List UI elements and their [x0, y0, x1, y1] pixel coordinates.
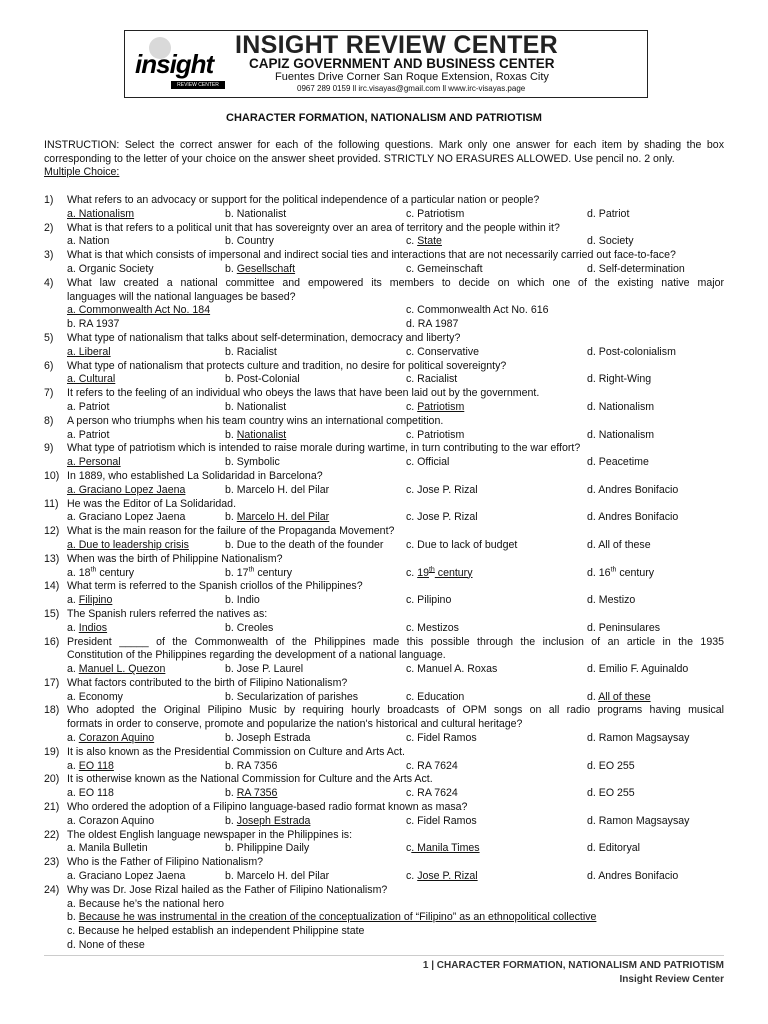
- option-prefix: c.: [406, 400, 418, 413]
- answer-option-b: b. Jose P. Laurel: [225, 663, 304, 676]
- option-prefix: b. 17: [225, 566, 249, 579]
- answer-option-c: c. Jose P. Rizal: [406, 483, 478, 496]
- document-title: CHARACTER FORMATION, NATIONALISM AND PATRIOTISM: [226, 112, 542, 124]
- answer-row: [44, 484, 724, 498]
- answer-row: [44, 208, 724, 222]
- question-number: 12): [44, 525, 60, 538]
- answer-option-d: d. Mestizo: [587, 594, 636, 607]
- option-suffix: century: [96, 566, 135, 579]
- question-stem-line: [44, 773, 724, 787]
- answer-option-b: b. Joseph Estrada: [225, 732, 311, 745]
- answer-row: [44, 539, 724, 553]
- option-prefix: d.: [587, 690, 599, 703]
- answer-row: [44, 622, 724, 636]
- answer-option-a: [67, 760, 114, 774]
- answer-option-b: [225, 511, 329, 525]
- answer-option-b: [225, 787, 277, 801]
- question-number: 13): [44, 552, 60, 565]
- answer-option-d: d. Editoryal: [587, 842, 640, 855]
- question-number: 23): [44, 856, 60, 869]
- answer-option-a: a. Because he’s the national hero: [67, 897, 225, 910]
- question-number: 15): [44, 607, 60, 620]
- question-item: [44, 636, 724, 677]
- answer-option-a: a. Graciano Lopez Jaena: [67, 870, 186, 883]
- option-prefix: b.: [67, 911, 79, 924]
- letterhead: [124, 30, 648, 98]
- question-stem-continued: formats in order to conserve, promote and popularize the nation's historical and cultural heritage?: [67, 718, 523, 731]
- option-prefix: a.: [67, 759, 79, 772]
- answer-row: [44, 732, 724, 746]
- question-stem: He was the Editor of La Solidaridad.: [67, 497, 237, 510]
- question-item: [44, 360, 724, 388]
- question-item: [44, 801, 724, 829]
- ordinal-suffix: th: [248, 565, 255, 573]
- answer-option-c: c. Official: [406, 456, 450, 469]
- answer-option-d: d. Peninsulares: [587, 621, 661, 634]
- question-stem-line: [44, 801, 724, 815]
- question-number: 16): [44, 635, 60, 648]
- option-prefix: b.: [225, 787, 237, 800]
- question-item: [44, 677, 724, 705]
- logo-wordmark: insight: [135, 49, 214, 79]
- question-stem: What is that refers to a political unit that has sovereignty over an area of territory and the people within it?: [67, 221, 560, 234]
- question-item: [44, 856, 724, 884]
- answer-option-b: b. Indio: [225, 594, 260, 607]
- answer-row: [44, 842, 724, 856]
- ordinal-suffix: th: [428, 565, 435, 573]
- answer-row: [44, 815, 724, 829]
- correct-answer: Because he was instrumental in the creation of the conceptualization of “Filipino” as an ethnopolitical collective: [78, 911, 597, 924]
- answer-option-b: b. Nationalist: [225, 207, 287, 220]
- question-stem-line: [44, 580, 724, 594]
- question-number: 10): [44, 469, 60, 482]
- question-item: [44, 442, 724, 470]
- correct-answer: Manuel L. Quezon: [78, 663, 166, 676]
- option-prefix: d. 16: [587, 566, 611, 579]
- answer-row: [44, 760, 724, 774]
- answer-option-d: d. Society: [587, 235, 634, 248]
- question-stem: It refers to the feeling of an individual who obeys the laws that have been laid out by the government.: [67, 387, 540, 400]
- answer-option-b: [225, 263, 295, 277]
- ordinal-suffix: th: [90, 565, 97, 573]
- ordinal-suffix: th: [610, 565, 617, 573]
- question-stem: President _____ of the Commonwealth of the Philippines made this possible through the inclusion of an article in the 1935: [67, 635, 724, 648]
- answer-option-b: [225, 815, 310, 829]
- question-item: [44, 704, 724, 745]
- answer-row: [44, 567, 724, 581]
- option-prefix: b.: [225, 814, 237, 827]
- answer-option-b: b. Philippine Daily: [225, 842, 310, 855]
- question-stem: What is the main reason for the failure of the Propaganda Movement?: [67, 525, 395, 538]
- question-item: [44, 222, 724, 250]
- answer-row: [44, 373, 724, 387]
- answer-option-a: [67, 594, 112, 608]
- answer-option-b: b. Nationalist: [225, 400, 287, 413]
- answer-option-d: d. RA 1987: [406, 318, 459, 331]
- answer-option-d: d. Post-colonialism: [587, 345, 676, 358]
- option-prefix: a.: [67, 594, 79, 607]
- answer-option-a: a. Commonwealth Act No. 184: [67, 304, 211, 317]
- answer-row: [44, 787, 724, 801]
- answer-option-a: a. Economy: [67, 690, 123, 703]
- question-number: 6): [44, 359, 54, 372]
- answer-option-c: c. Patriotism: [406, 428, 465, 441]
- answer-row: [44, 870, 724, 884]
- answer-option-b: b. Marcelo H. del Pilar: [225, 483, 330, 496]
- answer-option-d: d. Andres Bonifacio: [587, 511, 679, 524]
- correct-answer: Jose P. Rizal: [417, 870, 478, 883]
- answer-option-c: [406, 235, 442, 249]
- correct-answer: Corazon Aquino: [78, 732, 155, 745]
- question-item: [44, 194, 724, 222]
- answer-option-a: a. Personal: [67, 456, 121, 469]
- correct-answer: All of these: [598, 690, 651, 703]
- answer-row: [44, 911, 724, 925]
- question-item: [44, 884, 724, 953]
- answer-option-d: d. Andres Bonifacio: [587, 870, 679, 883]
- question-stem-line: [44, 194, 724, 208]
- question-stem-line: [44, 415, 724, 429]
- answer-row: [44, 429, 724, 443]
- answer-option-a: a. Nationalism: [67, 207, 135, 220]
- footer-divider: [44, 955, 724, 956]
- answer-row: [44, 663, 724, 677]
- question-stem-line: [44, 222, 724, 236]
- answer-option-d: d. Ramon Magsaysay: [587, 732, 690, 745]
- answer-option-d: [587, 567, 654, 581]
- answer-option-a: [67, 622, 107, 636]
- answer-option-d: d. Ramon Magsaysay: [587, 814, 690, 827]
- answer-option-b: b. RA 7356: [225, 759, 278, 772]
- answer-row: [44, 401, 724, 415]
- question-number: 5): [44, 331, 54, 344]
- answer-option-c: c. RA 7624: [406, 759, 458, 772]
- answer-option-c: c. Fidel Ramos: [406, 732, 477, 745]
- answer-option-d: d. EO 255: [587, 787, 635, 800]
- question-stem: What term is referred to the Spanish criollos of the Philippines?: [67, 580, 363, 593]
- answer-option-d: [587, 691, 651, 705]
- question-item: [44, 498, 724, 526]
- question-item: [44, 608, 724, 636]
- correct-answer: RA 7356: [236, 787, 278, 800]
- answer-option-d: d. Peacetime: [587, 456, 649, 469]
- answer-option-b: b. Post-Colonial: [225, 373, 300, 386]
- question-item: [44, 525, 724, 553]
- question-list: [44, 194, 724, 953]
- question-stem-line: [44, 884, 724, 898]
- answer-option-a: a. Organic Society: [67, 262, 154, 275]
- footer-page-title: 1 | CHARACTER FORMATION, NATIONALISM AND PATRIOTISM: [422, 960, 724, 971]
- answer-option-b: b. Symbolic: [225, 456, 280, 469]
- center-address: Fuentes Drive Corner San Roque Extension, Roxas City: [275, 71, 549, 83]
- question-number: 1): [44, 194, 54, 206]
- answer-option-d: d. Andres Bonifacio: [587, 483, 679, 496]
- center-subtitle: CAPIZ GOVERNMENT AND BUSINESS CENTER: [249, 56, 555, 71]
- answer-option-c: c. Jose P. Rizal: [406, 511, 478, 524]
- answer-option-b: [225, 567, 292, 581]
- question-stem-line: [44, 746, 724, 760]
- option-prefix: b.: [225, 428, 237, 441]
- correct-answer: century: [434, 566, 473, 579]
- question-item: [44, 277, 724, 332]
- question-stem-line: [44, 332, 724, 346]
- question-item: [44, 470, 724, 498]
- answer-option-d: d. Nationalism: [587, 428, 655, 441]
- answer-option-a: a. Corazon Aquino: [67, 814, 155, 827]
- question-stem: What is that which consists of impersonal and indirect social ties and interactions that are not necessarily carried out face-to-face?: [67, 249, 676, 262]
- question-stem: What type of patriotism which is intended to raise morale during wartime, in turn contributing to the war effort?: [67, 442, 581, 455]
- question-stem: What factors contributed to the birth of Filipino Nationalism?: [67, 676, 348, 689]
- question-stem: In 1889, who established La Solidaridad in Barcelona?: [67, 469, 323, 482]
- question-stem: What type of nationalism that protects culture and tradition, no desire for political sovereignty?: [67, 359, 507, 372]
- answer-option-a: a. Due to leadership crisis: [67, 538, 189, 551]
- option-suffix: century: [616, 566, 655, 579]
- question-number: 17): [44, 676, 60, 689]
- question-item: [44, 829, 724, 857]
- correct-answer: Joseph Estrada: [236, 814, 311, 827]
- answer-row: [44, 925, 724, 939]
- correct-answer: Indios: [78, 621, 108, 634]
- answer-option-c: c. Commonwealth Act No. 616: [406, 304, 549, 317]
- answer-row: [44, 939, 724, 953]
- answer-option-a: [67, 663, 165, 677]
- answer-option-b: b. Creoles: [225, 621, 274, 634]
- correct-answer: Filipino: [78, 594, 113, 607]
- correct-answer: EO 118: [78, 759, 114, 772]
- question-stem: Who ordered the adoption of a Filipino language-based radio format known as masa?: [67, 801, 468, 814]
- question-stem-line: [44, 442, 724, 456]
- answer-row: [44, 691, 724, 705]
- answer-row: [44, 898, 724, 912]
- answer-option-d: d. Self-determination: [587, 262, 685, 275]
- option-prefix: a.: [67, 663, 79, 676]
- question-stem-line: [44, 553, 724, 567]
- answer-option-c: c. Gemeinschaft: [406, 262, 483, 275]
- question-stem: It is otherwise known as the National Commission for Culture and the Arts Act.: [67, 773, 433, 786]
- question-stem: A person who triumphs when his team country wins an international competition.: [67, 414, 444, 427]
- answer-option-a: a. Patriot: [67, 400, 110, 413]
- question-stem: What law created a national committee and empowered its members to decide on which one of the existing native major: [67, 276, 724, 289]
- question-item: [44, 415, 724, 443]
- question-stem: What refers to an advocacy or support for the political independence of a particular nation or people?: [67, 194, 540, 206]
- question-number: 22): [44, 828, 60, 841]
- question-stem-continued: Constitution of the Philippines regarding the development of a national language.: [67, 649, 446, 662]
- question-item: [44, 746, 724, 774]
- answer-row: [44, 456, 724, 470]
- correct-answer: State: [417, 235, 442, 248]
- option-prefix: a.: [67, 732, 79, 745]
- correct-answer: Patriotism: [417, 400, 465, 413]
- answer-option-b: [67, 911, 596, 925]
- question-number: 7): [44, 387, 54, 400]
- question-number: 3): [44, 249, 54, 262]
- answer-option-c: [406, 567, 473, 581]
- answer-option-b: b. Country: [225, 235, 274, 248]
- question-item: [44, 332, 724, 360]
- correct-answer: Gesellschaft: [236, 262, 296, 275]
- answer-option-c: c. Racialist: [406, 373, 458, 386]
- question-stem-continued: languages will the national languages be based?: [67, 290, 296, 303]
- answer-option-a: a. Nation: [67, 235, 110, 248]
- question-stem-line: [44, 704, 724, 718]
- correct-answer: . Manila Times: [411, 842, 480, 855]
- question-item: [44, 580, 724, 608]
- answer-option-b: b. RA 1937: [67, 318, 120, 331]
- question-number: 8): [44, 414, 54, 427]
- question-stem: Who is the Father of Filipino Nationalism?: [67, 856, 264, 869]
- answer-option-c: c. Pilipino: [406, 594, 452, 607]
- question-stem-line: [44, 277, 724, 291]
- answer-option-c: c. Manuel A. Roxas: [406, 663, 498, 676]
- answer-option-a: a. Liberal: [67, 345, 111, 358]
- question-item: [44, 249, 724, 277]
- answer-option-d: d. All of these: [587, 538, 651, 551]
- answer-row: [44, 318, 724, 332]
- question-number: 24): [44, 883, 60, 896]
- question-number: 21): [44, 801, 60, 814]
- question-item: [44, 387, 724, 415]
- answer-row: [44, 594, 724, 608]
- question-item: [44, 553, 724, 581]
- question-stem-line: [44, 856, 724, 870]
- answer-option-b: b. Marcelo H. del Pilar: [225, 870, 330, 883]
- question-stem: The oldest English language newspaper in the Philippines is:: [67, 828, 353, 841]
- answer-option-a: [67, 732, 154, 746]
- option-prefix: c.: [406, 870, 418, 883]
- answer-option-c: [406, 401, 464, 415]
- question-stem-line: [44, 387, 724, 401]
- question-stem-line: [44, 470, 724, 484]
- answer-option-b: b. Due to the death of the founder: [225, 538, 384, 551]
- question-stem-line: [44, 525, 724, 539]
- answer-option-d: d. Nationalism: [587, 400, 655, 413]
- answer-option-c: [406, 842, 480, 856]
- correct-answer: Marcelo H. del Pilar: [236, 511, 330, 524]
- option-prefix: a. 18: [67, 566, 91, 579]
- insight-logo: [131, 35, 225, 93]
- answer-option-b: b. Secularization of parishes: [225, 690, 359, 703]
- question-number: 11): [44, 497, 59, 510]
- answer-option-d: d. Right-Wing: [587, 373, 652, 386]
- answer-option-d: d. Patriot: [587, 207, 630, 220]
- answer-option-a: a. Cultural: [67, 373, 116, 386]
- center-contact: 0967 289 0159 ll irc.visayas@gmail.com ll www.irc-visayas.page: [297, 84, 526, 93]
- option-prefix: c.: [406, 566, 418, 579]
- question-number: 14): [44, 580, 60, 593]
- question-item: [44, 773, 724, 801]
- answer-option-c: c. Education: [406, 690, 465, 703]
- question-number: 2): [44, 221, 54, 234]
- correct-answer: 19: [417, 566, 429, 579]
- question-stem-line: [44, 360, 724, 374]
- answer-option-c: c. Mestizos: [406, 621, 459, 634]
- answer-option-d: d. Emilio F. Aguinaldo: [587, 663, 689, 676]
- correct-answer: Nationalist: [236, 428, 287, 441]
- answer-row: [44, 235, 724, 249]
- answer-option-a: a. Graciano Lopez Jaena: [67, 511, 186, 524]
- option-prefix: c.: [406, 235, 418, 248]
- question-stem: Why was Dr. Jose Rizal hailed as the Father of Filipino Nationalism?: [67, 883, 388, 896]
- question-stem: What type of nationalism that talks about self-determination, democracy and liberty?: [67, 331, 461, 344]
- question-stem-line: [44, 677, 724, 691]
- question-stem-line: [44, 498, 724, 512]
- answer-option-c: c. Patriotism: [406, 207, 465, 220]
- answer-row: [44, 511, 724, 525]
- logo-tagline: REVIEW CENTER: [171, 81, 225, 89]
- option-prefix: a.: [67, 621, 79, 634]
- option-prefix: b.: [225, 511, 237, 524]
- question-stem-line: [44, 249, 724, 263]
- option-prefix: b.: [225, 262, 237, 275]
- answer-option-c: c. Because he helped establish an independent Philippine state: [67, 925, 365, 938]
- question-stem-line: [44, 608, 724, 622]
- answer-option-a: [67, 567, 134, 581]
- instruction-text: INSTRUCTION: Select the correct answer for each of the following questions. Mark only one answer for each item by shading the box corresponding to the letter of your choice on the answer sheet provided. STRICTLY NO ERASURES ALLOWED. Use pencil no. 2 only.: [44, 139, 724, 165]
- answer-option-c: c. Fidel Ramos: [406, 814, 477, 827]
- question-number: 19): [44, 745, 60, 758]
- answer-option-c: c. Due to lack of budget: [406, 538, 518, 551]
- answer-option-c: [406, 870, 478, 884]
- section-label: Multiple Choice:: [44, 166, 120, 178]
- center-name: INSIGHT REVIEW CENTER: [235, 31, 558, 59]
- answer-option-c: c. Conservative: [406, 345, 480, 358]
- footer-org: Insight Review Center: [619, 974, 724, 985]
- question-stem: Who adopted the Original Pilipino Music by requiring hourly broadcasts of OPM songs on all radio programs having musical: [67, 704, 724, 717]
- option-suffix: century: [254, 566, 293, 579]
- question-stem: The Spanish rulers referred the natives as:: [67, 607, 268, 620]
- question-number: 4): [44, 276, 54, 289]
- answer-option-b: [225, 429, 286, 443]
- question-stem: It is also known as the Presidential Commission on Culture and Arts Act.: [67, 745, 405, 758]
- answer-option-a: a. Manila Bulletin: [67, 842, 148, 855]
- question-number: 18): [44, 704, 60, 717]
- question-stem-line: [44, 829, 724, 843]
- question-stem: When was the birth of Philippine Nationalism?: [67, 552, 283, 565]
- answer-option-d: d. EO 255: [587, 759, 635, 772]
- answer-option-b: b. Racialist: [225, 345, 277, 358]
- option-prefix: c: [406, 842, 412, 855]
- question-stem-line: [44, 636, 724, 650]
- answer-option-a: a. Patriot: [67, 428, 110, 441]
- answer-option-a: a. EO 118: [67, 787, 114, 800]
- answer-row: [44, 304, 724, 318]
- answer-row: [44, 346, 724, 360]
- question-number: 9): [44, 442, 54, 455]
- answer-row: [44, 263, 724, 277]
- answer-option-c: c. RA 7624: [406, 787, 458, 800]
- question-number: 20): [44, 773, 60, 786]
- answer-option-a: a. Graciano Lopez Jaena: [67, 483, 186, 496]
- answer-option-d: d. None of these: [67, 939, 145, 952]
